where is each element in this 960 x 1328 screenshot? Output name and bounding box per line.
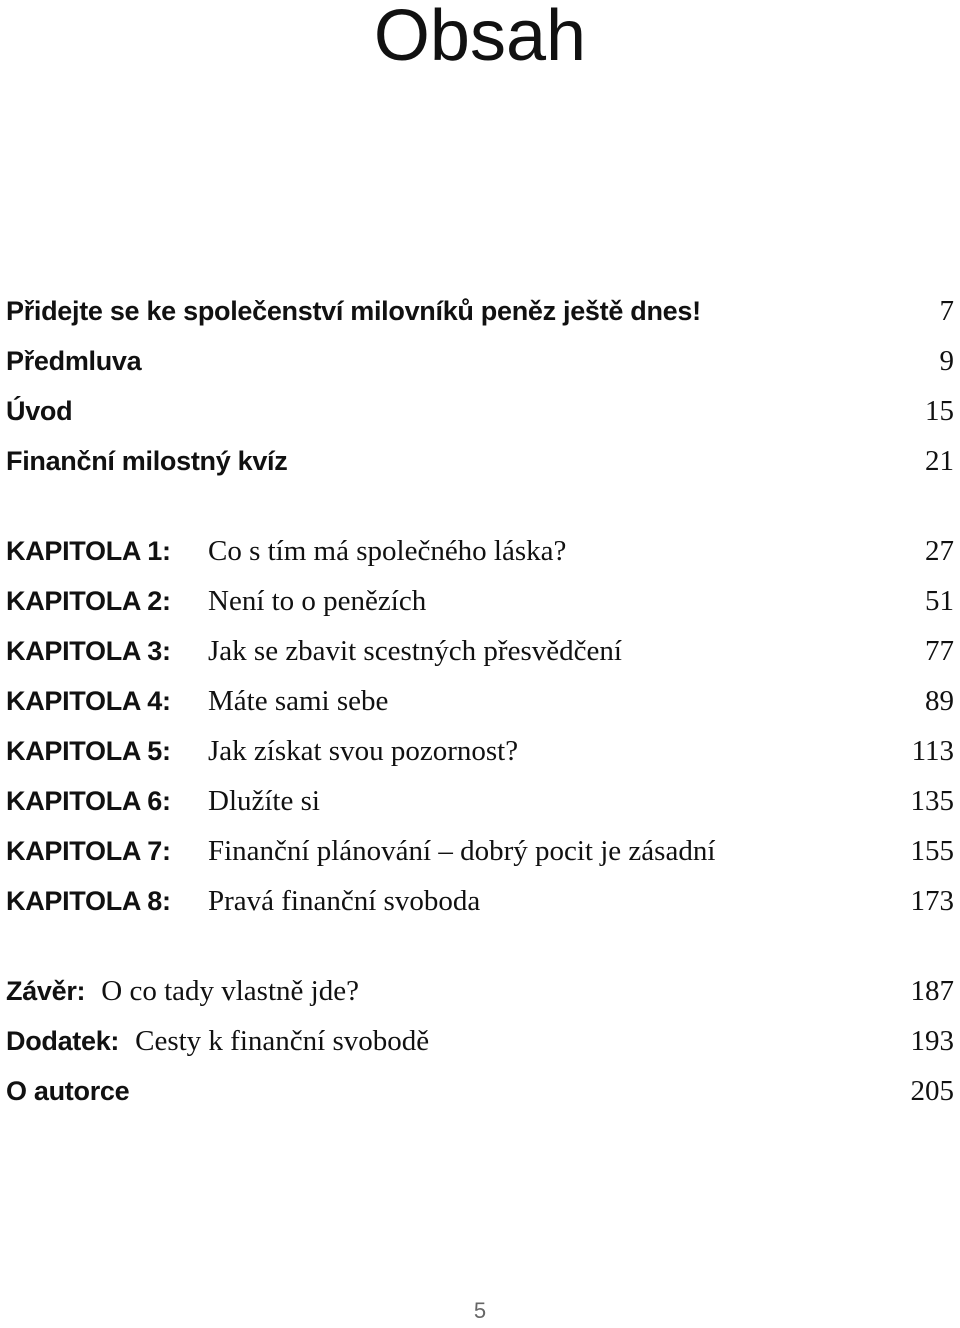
chapter-title: Dlužíte si	[208, 785, 320, 817]
toc-entry-chapter-7[interactable]	[6, 831, 954, 871]
chapter-title: Máte sami sebe	[208, 685, 389, 717]
toc-page-number: 9	[939, 345, 954, 377]
page-title: Obsah	[373, 0, 587, 76]
section-label: Dodatek:	[6, 1026, 120, 1056]
toc-entry-chapter-3[interactable]	[6, 631, 954, 671]
chapter-title: Není to o penězích	[208, 585, 427, 617]
toc-entry-label: Přidejte se ke společenství milovníků peněz ještě dnes!	[6, 296, 701, 326]
toc-entry-chapter-2[interactable]	[6, 581, 954, 621]
toc-entry-conclusion[interactable]	[6, 971, 954, 1011]
chapter-label: KAPITOLA 4:	[6, 686, 171, 716]
toc-page-number: 51	[925, 585, 954, 617]
toc-entry-chapter-4[interactable]	[6, 681, 954, 721]
chapter-label: KAPITOLA 3:	[6, 636, 171, 666]
toc-page-number: 173	[910, 885, 954, 917]
chapter-label: KAPITOLA 2:	[6, 586, 171, 616]
toc-entry-chapter-6[interactable]	[6, 781, 954, 821]
toc-page-number: 193	[910, 1025, 954, 1057]
toc-page-number: 135	[910, 785, 954, 817]
chapter-title: Jak se zbavit scestných přesvědčení	[208, 635, 622, 667]
toc-page-number: 7	[939, 295, 954, 327]
chapter-title: Pravá finanční svoboda	[208, 885, 481, 917]
toc-entry-label: Finanční milostný kvíz	[6, 446, 288, 476]
toc-entry-front-2[interactable]	[6, 341, 954, 381]
toc-entry-about-author[interactable]	[6, 1071, 954, 1111]
toc-page-number: 27	[925, 535, 954, 567]
page-number: 5	[473, 1298, 487, 1323]
toc-page-number: 77	[925, 635, 954, 667]
toc-entry-appendix[interactable]	[6, 1021, 954, 1061]
toc-entry-label: Úvod	[6, 396, 73, 426]
chapter-title: Co s tím má společného láska?	[208, 535, 567, 567]
toc-entry-chapter-8[interactable]	[6, 881, 954, 921]
toc-entry-front-3[interactable]	[6, 391, 954, 431]
chapter-label: KAPITOLA 6:	[6, 786, 171, 816]
toc-entry-chapter-1[interactable]	[6, 531, 954, 571]
section-label: Závěr:	[6, 976, 86, 1006]
chapter-label: KAPITOLA 7:	[6, 836, 171, 866]
toc-page-number: 187	[910, 975, 954, 1007]
chapter-label: KAPITOLA 8:	[6, 886, 171, 916]
toc-page-number: 205	[910, 1075, 954, 1107]
chapter-label: KAPITOLA 5:	[6, 736, 171, 766]
section-title: O co tady vlastně jde?	[101, 975, 359, 1007]
toc-page-number: 113	[911, 735, 954, 767]
toc-page-number: 89	[925, 685, 954, 717]
toc-entry-front-1[interactable]	[6, 291, 954, 331]
chapter-title: Finanční plánování – dobrý pocit je zásadní	[208, 835, 716, 867]
toc-page-number: 21	[925, 445, 954, 477]
toc-entry-front-4[interactable]	[6, 441, 954, 481]
section-title: Cesty k finanční svobodě	[135, 1025, 430, 1057]
toc-entry-chapter-5[interactable]	[6, 731, 954, 771]
toc-page-number: 15	[925, 395, 954, 427]
section-label: O autorce	[6, 1076, 130, 1106]
chapter-title: Jak získat svou pozornost?	[208, 735, 519, 767]
toc-page-number: 155	[910, 835, 954, 867]
chapter-label: KAPITOLA 1:	[6, 536, 171, 566]
toc-entry-label: Předmluva	[6, 346, 142, 376]
